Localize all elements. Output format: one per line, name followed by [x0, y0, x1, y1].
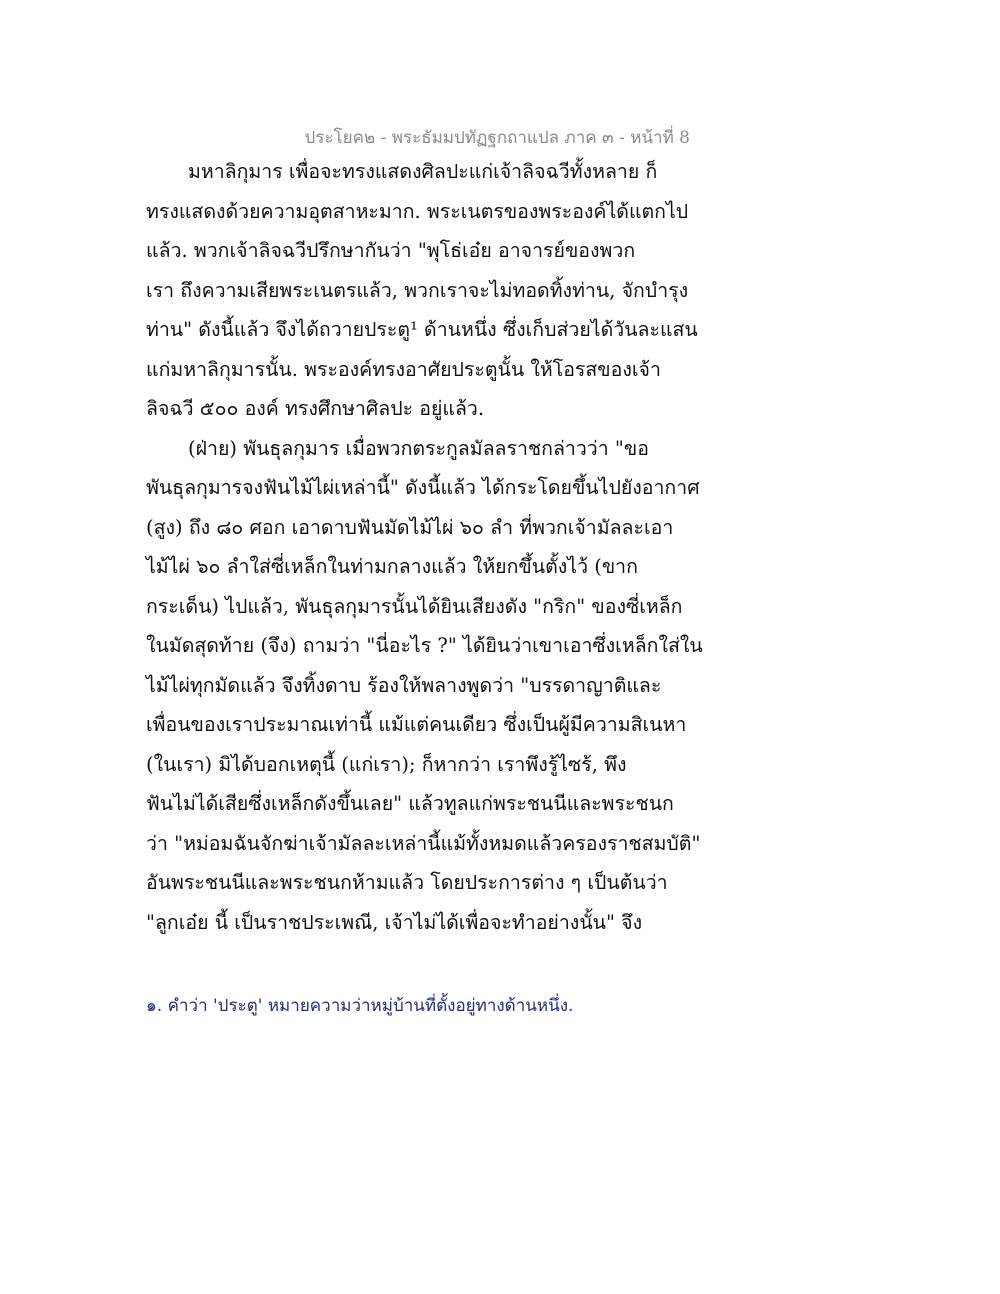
text-line: (ในเรา) มิได้บอกเหตุนี้ (แก่เรา); ก็หากว่า เราพึงรู้ไซร้, พึง: [146, 752, 627, 776]
text-line: ท่าน" ดังนี้แล้ว จึงได้ถวายประตู¹ ด้านหนึ่ง ซึ่งเก็บส่วยได้วันละแสน: [146, 318, 698, 341]
text-line: ในมัดสุดท้าย (จึง) ถามว่า "นี่อะไร ?" ได้ยินว่าเขาเอาซึ่งเหล็กใส่ใน: [146, 634, 703, 657]
text-line: อันพระชนนีและพระชนกห้ามแล้ว โดยประการต่าง ๆ เป็นต้นว่า: [146, 871, 668, 894]
body-text: [146, 152, 716, 942]
text-line: (สูง) ถึง ๘๐ ศอก เอาดาบฟันมัดไม้ไผ่ ๖๐ ลำ ที่พวกเจ้ามัลละเอา: [146, 515, 674, 539]
paragraph: [146, 152, 716, 429]
running-header: ประโยค๒ - พระธัมมปทัฏฐกถาแปล ภาค ๓ - หน้าที่ 8: [304, 128, 690, 148]
text-line: เรา ถึงความเสียพระเนตรแล้ว, พวกเราจะไม่ทอดทิ้งท่าน, จักบำรุง: [146, 278, 689, 302]
text-line: กระเด็น) ไปแล้ว, พันธุลกุมารนั้นได้ยินเสียงดัง "กริก" ของซี่เหล็ก: [146, 594, 683, 618]
text-line: แล้ว. พวกเจ้าลิจฉวีปรึกษากันว่า "พุโธ่เอ๋ย อาจารย์ของพวก: [146, 239, 636, 262]
text-line: แก่มหาลิกุมารนั้น. พระองค์ทรงอาศัยประตูนั้น ให้โอรสของเจ้า: [146, 357, 661, 381]
text-line: พันธุลกุมารจงฟันไม้ไผ่เหล่านี้" ดังนี้แล้ว ได้กระโดยขึ้นไปยังอากาศ: [146, 476, 700, 499]
text-line: ลิจฉวี ๕๐๐ องค์ ทรงศึกษาศิลปะ อยู่แล้ว.: [146, 397, 485, 420]
text-line: ฟันไม่ได้เสียซึ่งเหล็กดังขึ้นเลย" แล้วทูลแก่พระชนนีและพระชนก: [146, 792, 674, 815]
paragraph: [146, 429, 716, 943]
footnote: ๑. คำว่า 'ประตู' หมายความว่าหมู่บ้านที่ตั้งอยู่ทางด้านหนึ่ง.: [146, 996, 574, 1016]
text-line: เพื่อนของเราประมาณเท่านี้ แม้แต่คนเดียว ซึ่งเป็นผู้มีความสิเนหา: [146, 713, 687, 736]
text-line: ไม้ไผ่ ๖๐ ลำใส่ซี่เหล็กในท่ามกลางแล้ว ให้ยกขึ้นตั้งไว้ (ขาก: [146, 555, 638, 578]
text-line: ทรงแสดงด้วยความอุตสาหะมาก. พระเนตรของพระองค์ได้แตกไป: [146, 199, 689, 223]
text-line: (ฝ่าย) พันธุลกุมาร เมื่อพวกตระกูลมัลลราชกล่าวว่า "ขอ: [188, 436, 649, 460]
text-line: ว่า "หม่อมฉันจักฆ่าเจ้ามัลละเหล่านี้แม้ทั้งหมดแล้วครองราชสมบัติ": [146, 831, 701, 855]
text-line: "ลูกเอ๋ย นี้ เป็นราชประเพณี, เจ้าไม่ได้เพื่อจะทำอย่างนั้น" จึง: [146, 910, 643, 934]
text-line: มหาลิกุมาร เพื่อจะทรงแสดงศิลปะแก่เจ้าลิจฉวีทั้งหลาย ก็: [188, 160, 658, 183]
text-line: ไม้ไผ่ทุกมัดแล้ว จึงทิ้งดาบ ร้องให้พลางพูดว่า "บรรดาญาติและ: [146, 673, 662, 697]
